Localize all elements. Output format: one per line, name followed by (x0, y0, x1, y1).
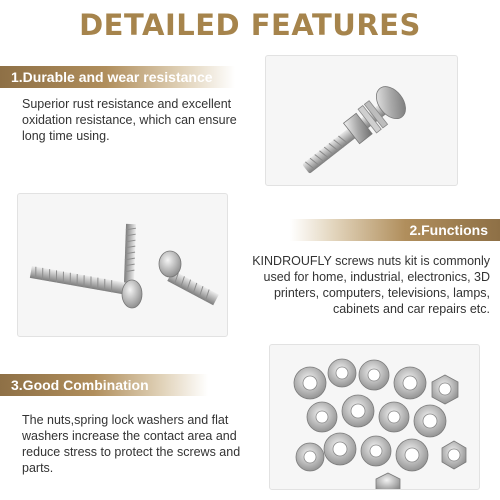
page-title: DETAILED FEATURES (79, 8, 421, 42)
feature-1-heading: 1.Durable and wear resistance (0, 66, 235, 88)
feature-2-text: KINDROUFLY screws nuts kit is commonly used for home, industrial, electronics, 3D printers, computers, televisions, lamps, cabinets and car repairs etc. (252, 254, 490, 316)
screw-with-nut-and-washers-photo (265, 55, 458, 186)
nuts-and-washers-photo (269, 344, 480, 490)
two-screws-photo (17, 193, 228, 337)
feature-3-heading: 3.Good Combination (0, 374, 208, 396)
feature-3-text: The nuts,spring lock washers and flat washers increase the contact area and reduce stress to protect the screws and parts. (22, 413, 241, 475)
feature-2-heading: 2.Functions (290, 219, 500, 241)
feature-1-text: Superior rust resistance and excellent oxidation resistance, which can ensure long time using. (22, 97, 237, 143)
